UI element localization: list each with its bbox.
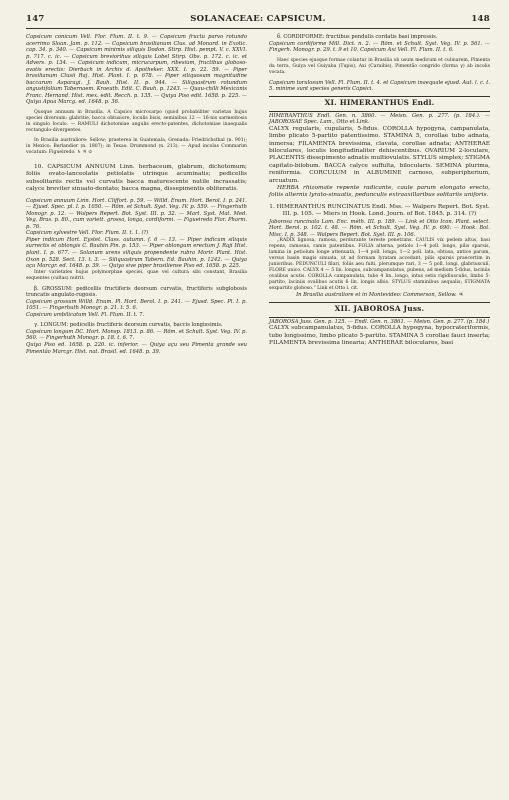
- header-rule: [26, 28, 490, 29]
- paragraph: 10. CAPSICUM ANNUUM Linn. herbaceum, glabrum, dichotomum; foliis ovato-lanceolatis petiolatis utrinque acuminatis; pedicellis subsolitariis rectis vel curvatis bacca maturescente nutile incrassatis; calyce breviter sinuato-dentato; bacca magna, dissepimentis obliteratis.: [26, 164, 247, 193]
- paragraph: Capsicum longum DC. Hort. Monsp. 1813. p. 86. — Röm. et Schult. Syst. Veg. IV. p. 560. — Fingerhuth Monogr. p. 18. t. 6. 7.: [26, 328, 247, 342]
- section-title: XI. HIMERANTHUS Endl.: [324, 97, 435, 107]
- paragraph: Piper indicum Hort. Eystet. Class. autumn. f. 6 — 13. — Piper indicum siliquis surrectis et oblongis C. Bauhin Pin. p. 153. — Piper oblongum erectum J. Raji Hist. plant. I. p. 677. — Solanum urens siliquis propendente rubra Morir. Plant. Hist. Oxon p. 528. Sect. 13. t. 3. — Siliquastrum Tabern. Ed. Bauhin. p. 1242. — Quiya açu Marcgr. ed. 1648. p. 39. — Quiya sive piper brasiliense Piso ed. 1658. p. 225.: [26, 236, 247, 270]
- paragraph: Capsicum grossum Willd. Enum. Pl. Hort. Berol. I. p. 241. — Ejusd. Spec. Pl. I. p. 1051. — Fingerhuth Monogr. p. 21. t. 5. 6.: [26, 298, 247, 312]
- paragraph: Haec species ejusque formae colantur in Brasilia ob usum medicum et culinarem, Pimenta da terra, Guiya vel Guiyaba (Tupis), Axi (Caraibis), Pimentão congrido (forma γ) ab incolis vocata.: [269, 57, 490, 75]
- section-title: XII. JABOROSA Juss.: [334, 303, 425, 313]
- running-title: SOLANACEAE: CAPSICUM.: [190, 14, 326, 24]
- paragraph: In Brasilia australiore: Sellow; praeterea in Guatemala, Grenada: Friedrichsthal (n. 901); in Mexico: Berlandier (n. 1807); in Texas: Drummond (n. 213). — Apud incolas Commarim vocatum: Figueiredo. ♄ ♃ ⊙: [26, 138, 247, 156]
- paragraph: 1. HIMERANTHUS RUNCINATUS Endl. Mss. — Walpers Repert. Bot. Syst. III. p. 105. — Miers in Hook. Lond. Journ. of Bot. 1845. p. 314. (?): [269, 203, 490, 218]
- paragraph: Capsicum umbilicatum Vell. Fl. Flum. II. t. 7.: [26, 311, 145, 318]
- section-rule: [269, 317, 490, 318]
- page: [26, 12, 490, 792]
- paragraph: In Brasilia australiore et in Montevideo: Commerson, Sellow. ♃: [296, 292, 463, 299]
- paragraph: CALYX regularis, cupularis, 5-fidus. COROLLA hypogyna, campanulata, limbo plicato 5-partito patentissimo. STAMINA 5, corollae tubo adnata, inmersa; FILAMENTA brevissima, clavata, corollae adnata; ANTHERAE biloculares, loculis longitudinaliter dehiscentibus. OVARIUM 2-loculare, PLACENTIS dissepimento adnatis multiovulatis. STYLUS simplex; STIGMA capitato-bilobum. BACCA calyce suffulta, bilocularis. SEMINA plurima, reniformia. CORCULUM in ALBUMINE carnoso, subperipherium, arcuatum.: [269, 125, 490, 184]
- page-number-right: 148: [471, 14, 490, 24]
- right-column: [269, 34, 490, 348]
- paragraph: CALYX subcampanulatus, 5-fidus. COROLLA hypogyna, hypocrateriformis, tubo longissimo, limbo plicato 5-partito. STAMINA 5 corollae fauci inserta; FILAMENTA brevissima linearia; ANTHERAE biloculares, basi: [269, 325, 490, 347]
- paragraph: Quiya Piso ed. 1658. p. 220. ic. inferior. — Quiya açu seu Pimenta grande seu Pimentão Marcgr. Hist. nat. Brasil. ed. 1648. p. 39.: [26, 342, 247, 355]
- page-number-left: 147: [26, 14, 45, 24]
- paragraph: Capsicum conicum Vell. Flor. Flum. II. t. 9. — Capsicum fructu parvo rotundo acerrimo Sloan. Jam. p. 112. — Capsicum brasilianum Clus. ad Monard. in Exotic. cap. 34. p. 340. — Capsicum minimis siliquis Dodon. Stirp. Hist. pempt. V. c. XXVI. p. 717. c. ic. — Capsicum breviorihus siliquis Lobel Stirp. Obs. p. 172. c. ic. et Advers. p. 134. — Capsicum indicum, micrucarpum, ribesium, fructibus globoso-ovatis erectis: Dierbach in Archiv d. Apotheker. XXX. I. p. 22. 59. — Piper brasilianum Clusii Raj. Hist. Plant. I. p. 678. — Piper siliquosum magnitudine baccarum Asparagi. J. Bauh. Hist. II. p. 944. — Siliquastrum rotundum angustifolium Tabernaem. Kraeuth. Edit. C. Bauh. p. 1243. — Quau-chilli Mexicanis Franc. Hernand. Hist. mex. edit. Recch. p. 135. — Quiya Piso edit. 1658. p. 225. — Quiya Apua Marcg. ed. 1648. p. 36.: [26, 34, 247, 106]
- paragraph: HERBA rhizomate repente radicante, caule parum elongato erecto, foliis alternis lyrato-sinuatis, pedunculis extraaxillaribus solitariis uniforis.: [269, 185, 490, 199]
- paragraph: γ. LONGUM: pedicellis fructiferis deorsum curvatis, baccis longissimis.: [34, 322, 223, 329]
- paragraph: HIMERANTHUS Endl. Gen. n. 3860. — Meisn. Gen. p. 277. (p. 184.). — JABOROSAE Spec. Lam., Otto et Link.: [269, 112, 490, 126]
- left-column: [26, 34, 247, 355]
- paragraph: JABOROSA Juss. Gen. p. 125. — Endl. Gen. n. 3861. — Meisn. Gen. p. 277. (p. 184.): [269, 318, 490, 325]
- paragraph: Capsicum cordiforme Mill. Dict. n. 2. — Röm. et Schult. Syst. Veg. IV. p. 561. — Fingerh. Monogr. p. 29. t. 9 et 10. Capsicum Axi Vell. Fl. Flum. II. t. 6.: [269, 40, 490, 54]
- spacer: [26, 156, 247, 164]
- paragraph: β. GROSSUM: pedicellis fructiferis deorsum curvatis, fructiferis subglobosis truncatis angulato-rugosis.: [26, 285, 247, 299]
- paragraph: Inter varietates hujus polymorphae speciei, quae vel cultura sibi constant, Brasilia sequentes (cultas) nutrit.: [26, 269, 247, 281]
- section-rule: [269, 111, 490, 112]
- section-rule: [269, 96, 490, 97]
- paragraph: Capsicum annuum Linn. Hort. Cliffort. p. 59. — Willd. Enum. Hort. Berol. I. p. 241. — Ejusd. Spec. pl. I. p. 1050. — Röm. et Schult. Syst. Veg. IV. p. 559. — Fingerhuth Monogr. p. 12. — Walpers Repert. Bot. Syst. III. p. 32. — Mart. Syst. Mat. Med. Veg. Bras. p. 80., cum variett. grossa, longa, cordiformi. — Figueiredo Flor. Pharm. p. 76.: [26, 197, 247, 230]
- paragraph: δ. CORDIFORME: fructibus pendulis cordatis basi impressis.: [277, 34, 438, 40]
- paragraph: Quoque annuum in Brasilia. A Capsico microcarpo (quod probabiliter varietas hujus speciei diversum: glabritie, bacca obtusiore, loculis bisis, seminibus 12 — 16-nis sarmentosis in singulo loculo. — RAMULI dichotomiae angulis erecto-patentes, dichotomiae inaequalis rectangulo-divergentes.: [26, 110, 247, 134]
- section-rule: [269, 302, 490, 303]
- paragraph: „RADIX lignosa, ramosa, perdurante tereste penetrans. CAULIS vix pedem altus, basi repens, ramosus, ramis patentibus. FOLIA alterna, petiolo 1—4 poll. longo, pilis sparsis, lamina in petiolum longe attenuata, 1—4 poll. longa, 1—2 poll. lata, obtusa, antice parum, versus basin magis sinuata, ut ad formam lyratam accedant, pilis sparsis praecertim in juniorihus. PEDUNCULI filari, foliis aeu fulti, plerumque rari, 3 — 5 poll. longi, glabriusculi, FLORE unico. CALYX 4 — 5 lin. longus, subcampanulatus, pubens, ad medium 5-fidus, laciniis ovalibus acutis. COROLLA campanulata, tubo 4 lin. longo, intus setis rigidiusculis, limbo 5-partito, laciniis ovalibus acutis 6 lin. longis albis. STYLUS staminibus aequalis; STIGMATA sexpartito globoso.“ Link et Otto l. cit.: [269, 238, 490, 292]
- page-header: [26, 12, 490, 28]
- paragraph: Capsicum torulosum Vell. Fl. Flum. II. t. 4. et Capsicum inaequale ejusd. Aut. l. c. t. 5. minime sunt species generis Capsici.: [269, 79, 490, 93]
- paragraph: Capsicum sylvestre Vell. Flor. Flum. II. t. 1. (?): [26, 230, 149, 237]
- paragraph: Jaborosa runcinata Lam. Enc. méth. III. p. 189. — Link et Otto Icon. Plant. select. Hort. Berol. p. 102. t. 48. — Röm. et Schult. Syst. Veg. IV. p. 690. — Hook. Bot. Misc. I. p. 348. — Walpers Repert. Bot. Syst. III. p. 106.: [269, 218, 490, 238]
